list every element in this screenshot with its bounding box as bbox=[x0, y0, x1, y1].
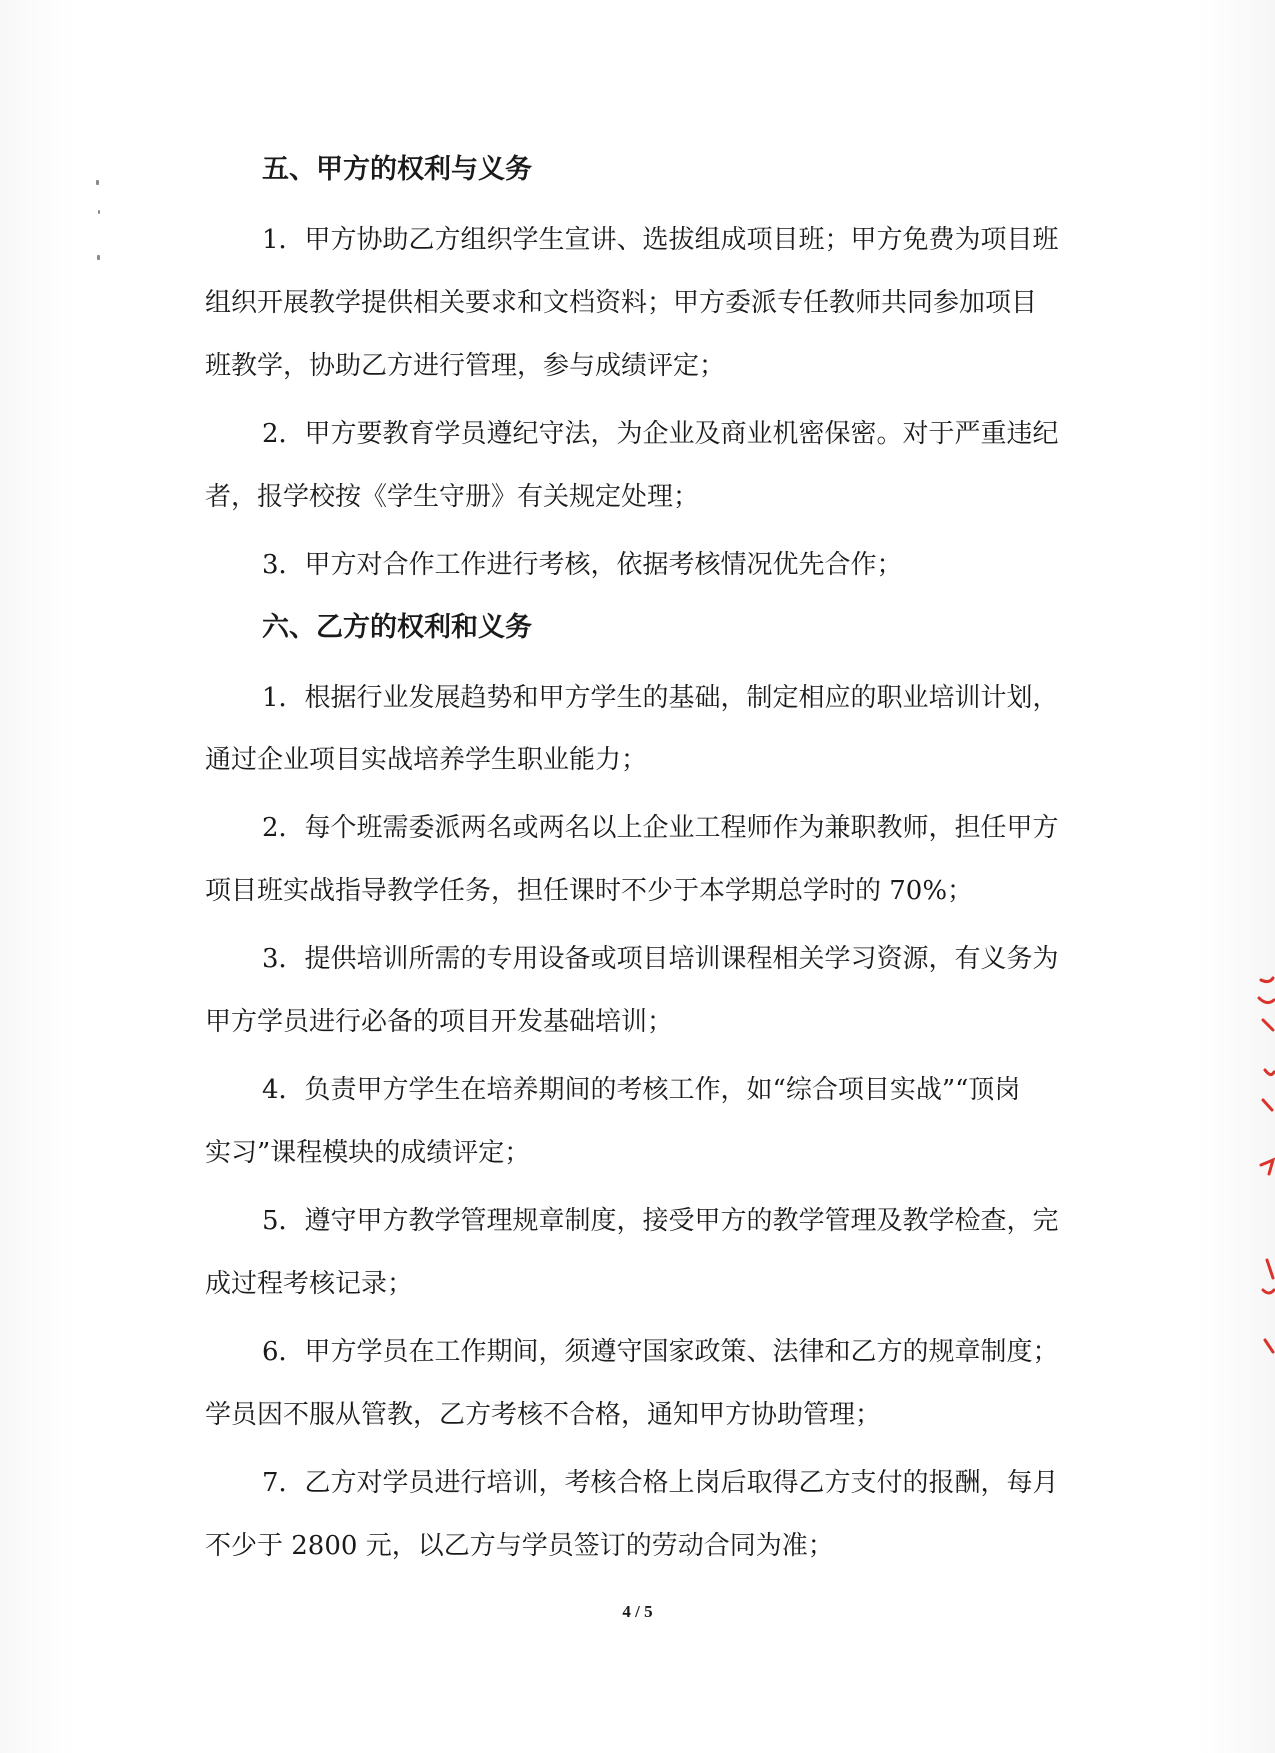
scan-speck bbox=[97, 255, 100, 260]
clause-b3-line-2: 甲方学员进行必备的项目开发基础培训； bbox=[205, 1007, 674, 1037]
seal-stamp-fragment bbox=[1239, 960, 1275, 1380]
section-heading-rights-party-b: 六、乙方的权利和义务 bbox=[262, 612, 532, 643]
clause-b5-line-1: 5．遵守甲方教学管理规章制度，接受甲方的教学管理及教学检查，完 bbox=[262, 1206, 1059, 1236]
section-heading-rights-party-a: 五、甲方的权利与义务 bbox=[262, 154, 532, 185]
scan-speck bbox=[98, 210, 100, 214]
clause-a1-line-2: 组织开展教学提供相关要求和文档资料；甲方委派专任教师共同参加项目 bbox=[205, 288, 1038, 318]
clause-a3-line-1: 3．甲方对合作工作进行考核，依据考核情况优先合作； bbox=[262, 550, 903, 580]
clause-b7-line-1: 7．乙方对学员进行培训，考核合格上岗后取得乙方支付的报酬，每月 bbox=[262, 1468, 1059, 1498]
clause-b1-line-2: 通过企业项目实战培养学生职业能力； bbox=[205, 745, 648, 775]
clause-b6-line-2: 学员因不服从管教，乙方考核不合格，通知甲方协助管理； bbox=[205, 1400, 882, 1430]
clause-b5-line-2: 成过程考核记录； bbox=[205, 1269, 414, 1299]
clause-a2-line-2: 者，报学校按《学生守册》有关规定处理； bbox=[205, 482, 700, 512]
clause-b7-line-2: 不少于 2800 元，以乙方与学员签订的劳动合同为准； bbox=[205, 1531, 834, 1561]
clause-b1-line-1: 1．根据行业发展趋势和甲方学生的基础，制定相应的职业培训计划， bbox=[262, 683, 1059, 713]
clause-a1-line-3: 班教学，协助乙方进行管理，参与成绩评定； bbox=[205, 351, 726, 381]
clause-b2-line-2: 项目班实战指导教学任务，担任课时不少于本学期总学时的 70%； bbox=[205, 876, 974, 906]
clause-a2-line-1: 2．甲方要教育学员遵纪守法，为企业及商业机密保密。对于严重违纪 bbox=[262, 419, 1059, 449]
clause-b4-line-2: 实习”课程模块的成绩评定； bbox=[205, 1138, 531, 1168]
clause-a1-line-1: 1．甲方协助乙方组织学生宣讲、选拔组成项目班；甲方免费为项目班 bbox=[262, 225, 1059, 255]
scan-speck bbox=[96, 180, 99, 185]
clause-b6-line-1: 6．甲方学员在工作期间，须遵守国家政策、法律和乙方的规章制度； bbox=[262, 1337, 1059, 1367]
clause-b3-line-1: 3．提供培训所需的专用设备或项目培训课程相关学习资源，有义务为 bbox=[262, 944, 1059, 974]
page-number: 4 / 5 bbox=[622, 1602, 653, 1621]
clause-b2-line-1: 2．每个班需委派两名或两名以上企业工程师作为兼职教师，担任甲方 bbox=[262, 813, 1059, 843]
clause-b4-line-1: 4．负责甲方学生在培养期间的考核工作，如“综合项目实战”“顶岗 bbox=[262, 1075, 1021, 1105]
